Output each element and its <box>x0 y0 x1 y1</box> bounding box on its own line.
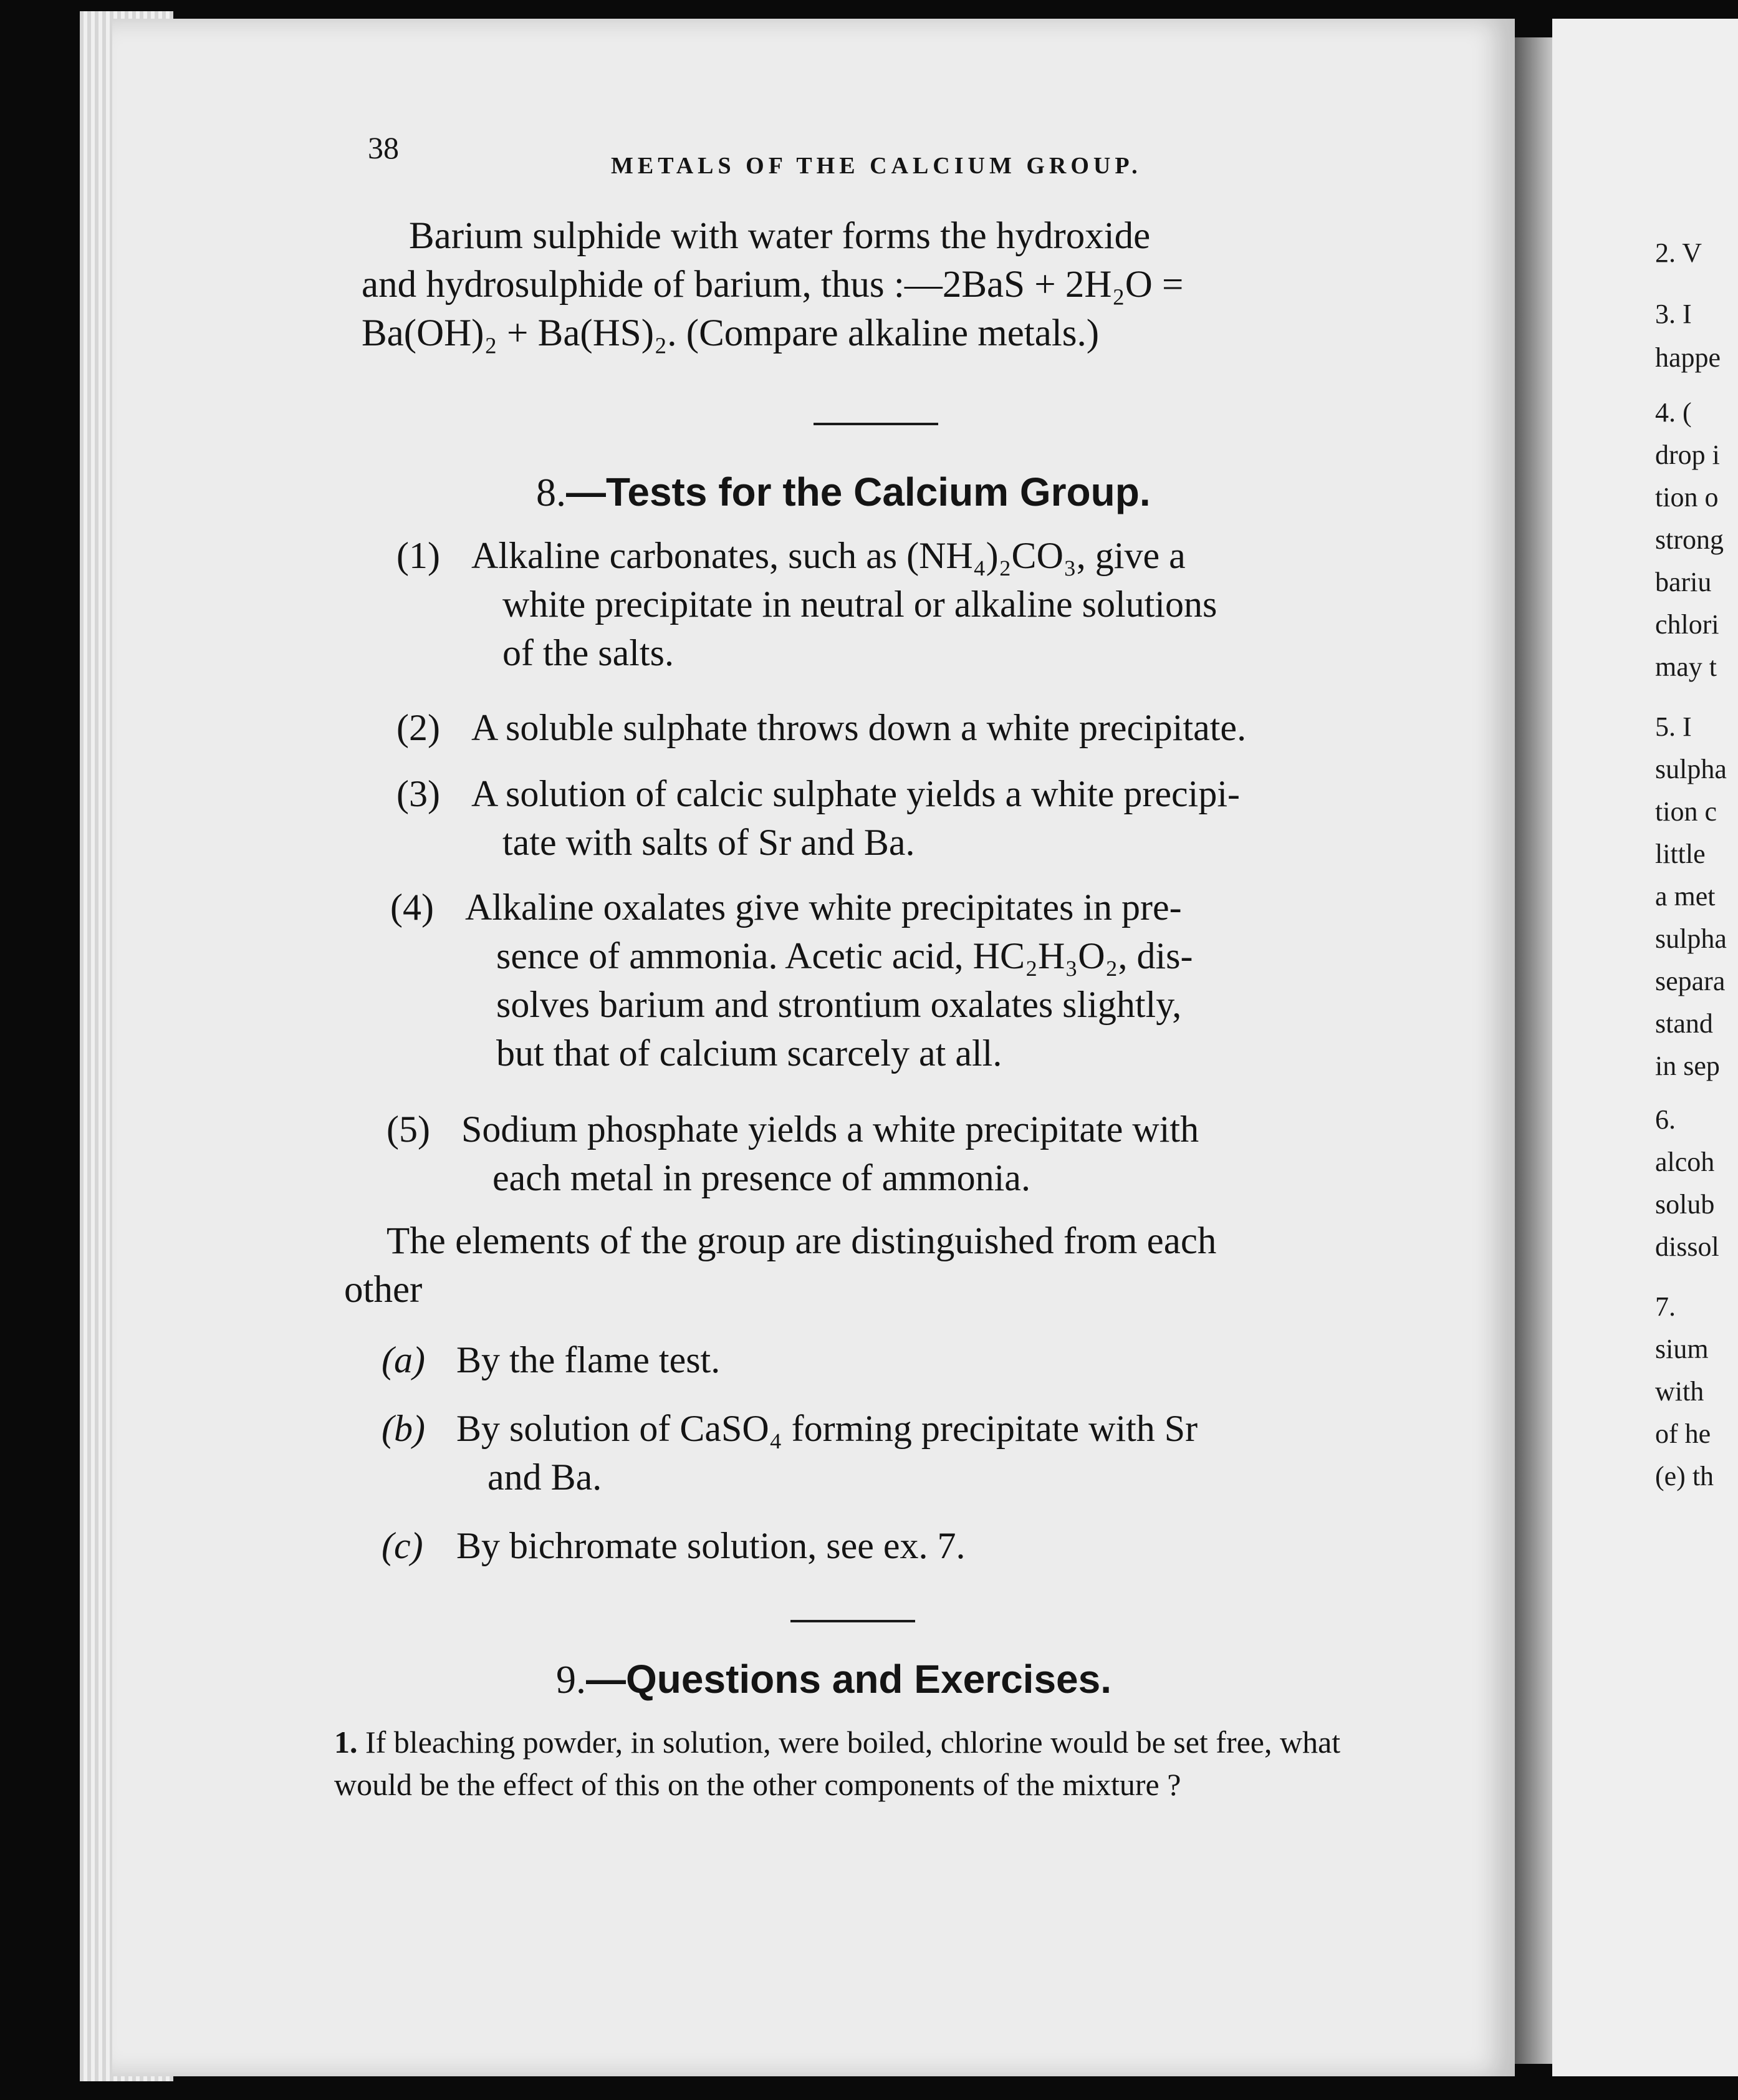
page-number: 38 <box>368 130 399 165</box>
facing-page-fragment: in sep <box>1655 1051 1720 1081</box>
intro-line-3: Ba(OH)₂ + Ba(HS)₂. (Compare alkaline metals.) <box>362 312 1100 354</box>
intro-line-1: Barium sulphide with water forms the hydroxide <box>409 215 1151 257</box>
distinction-item-a <box>382 1336 1366 1384</box>
distinction-item-b <box>382 1404 1366 1501</box>
facing-page-fragment: with <box>1655 1376 1704 1407</box>
facing-page-fragment: 4. ( <box>1655 397 1692 428</box>
section-divider-1 <box>814 423 938 425</box>
section-8-heading <box>536 469 1151 516</box>
section-8-number: 8. <box>536 470 566 514</box>
test-item-3 <box>396 769 1381 867</box>
facing-page-fragment: tion c <box>1655 796 1717 827</box>
test-item-2 <box>396 703 1381 752</box>
test-text: Alkaline carbonates, such as (NH₄)₂CO₃, give a <box>471 535 1186 576</box>
section-8-title: —Tests for the Calcium Group. <box>566 470 1151 514</box>
test-text: but that of calcium scarcely at all. <box>496 1033 1002 1074</box>
distinction-text: and Ba. <box>487 1457 602 1498</box>
distinction-text: By solution of CaSO₄ forming precipitate with Sr <box>456 1408 1198 1449</box>
facing-page-fragment: separa <box>1655 966 1726 996</box>
facing-page-fragment: 5. I <box>1655 711 1692 742</box>
facing-page-fragment: chlori <box>1655 609 1719 640</box>
facing-page-fragment: sulpha <box>1655 923 1727 954</box>
facing-page-fragment: sium <box>1655 1334 1709 1364</box>
intro-line-2: and hydrosulphide of barium, thus :—2BaS + 2H₂O = <box>362 264 1184 306</box>
facing-page-fragment: sulpha <box>1655 754 1727 784</box>
question-number: 1. <box>334 1725 358 1760</box>
distinction-item-c <box>382 1521 1366 1570</box>
facing-page-fragment: bariu <box>1655 567 1712 597</box>
distinction-text: By bichromate solution, see ex. 7. <box>456 1525 966 1566</box>
test-label: (3) <box>396 773 440 814</box>
test-text: solves barium and strontium oxalates slightly, <box>496 984 1182 1025</box>
distinction-label: (b) <box>382 1408 425 1449</box>
section-9-heading <box>556 1656 1111 1703</box>
test-text: A soluble sulphate throws down a white precipitate. <box>471 707 1247 748</box>
test-text: Alkaline oxalates give white precipitates in pre- <box>465 887 1182 928</box>
distinction-label: (a) <box>382 1339 425 1380</box>
test-text: tate with salts of Sr and Ba. <box>502 822 915 863</box>
distinguish-line-1: The elements of the group are distinguished from each <box>386 1220 1217 1262</box>
test-item-4 <box>390 883 1375 1077</box>
facing-page-fragment: 3. I <box>1655 299 1692 329</box>
facing-page-fragment: tion o <box>1655 482 1719 513</box>
test-label: (1) <box>396 535 440 576</box>
section-divider-2 <box>790 1620 915 1622</box>
test-item-1 <box>396 531 1381 677</box>
facing-page-fragment: (e) th <box>1655 1461 1714 1491</box>
facing-page-fragment: drop i <box>1655 440 1720 470</box>
section-9-number: 9. <box>556 1657 586 1702</box>
test-item-5 <box>386 1105 1371 1202</box>
test-label: (5) <box>386 1109 430 1150</box>
facing-page-fragment: strong <box>1655 524 1724 555</box>
running-title: METALS OF THE CALCIUM GROUP. <box>611 153 1142 179</box>
facing-page-fragment: stand <box>1655 1008 1713 1039</box>
test-text: white precipitate in neutral or alkaline solutions <box>502 584 1217 625</box>
facing-page-fragment: solub <box>1655 1189 1715 1220</box>
facing-page-fragment: may t <box>1655 652 1717 682</box>
facing-page-fragment: of he <box>1655 1418 1711 1449</box>
facing-page-fragment: 6. <box>1655 1104 1676 1135</box>
facing-page-fragment: happe <box>1655 342 1721 373</box>
distinction-text: By the flame test. <box>456 1339 721 1380</box>
test-text: Sodium phosphate yields a white precipitate with <box>461 1109 1199 1150</box>
facing-page-fragment: 7. <box>1655 1291 1676 1322</box>
distinction-label: (c) <box>382 1525 423 1566</box>
facing-page-fragment: alcoh <box>1655 1147 1715 1177</box>
test-text: sence of ammonia. Acetic acid, HC₂H₃O₂, dis- <box>496 935 1193 976</box>
test-text: A solution of calcic sulphate yields a white precipi- <box>471 773 1240 814</box>
distinguish-line-2: other <box>344 1269 423 1311</box>
question-1 <box>334 1721 1369 1806</box>
facing-page-fragment: 2. V <box>1655 238 1702 268</box>
section-9-title: —Questions and Exercises. <box>586 1657 1111 1702</box>
test-text: each metal in presence of ammonia. <box>492 1157 1030 1198</box>
question-text: If bleaching powder, in solution, were boiled, chlorine would be set free, what would be the effect of this on the other components of the mixture ? <box>334 1725 1341 1802</box>
facing-page-fragment: a met <box>1655 881 1716 912</box>
test-text: of the salts. <box>502 632 674 673</box>
facing-page-fragment: little <box>1655 839 1706 869</box>
facing-page-fragment: dissol <box>1655 1231 1719 1262</box>
test-label: (4) <box>390 887 434 928</box>
test-label: (2) <box>396 707 440 748</box>
